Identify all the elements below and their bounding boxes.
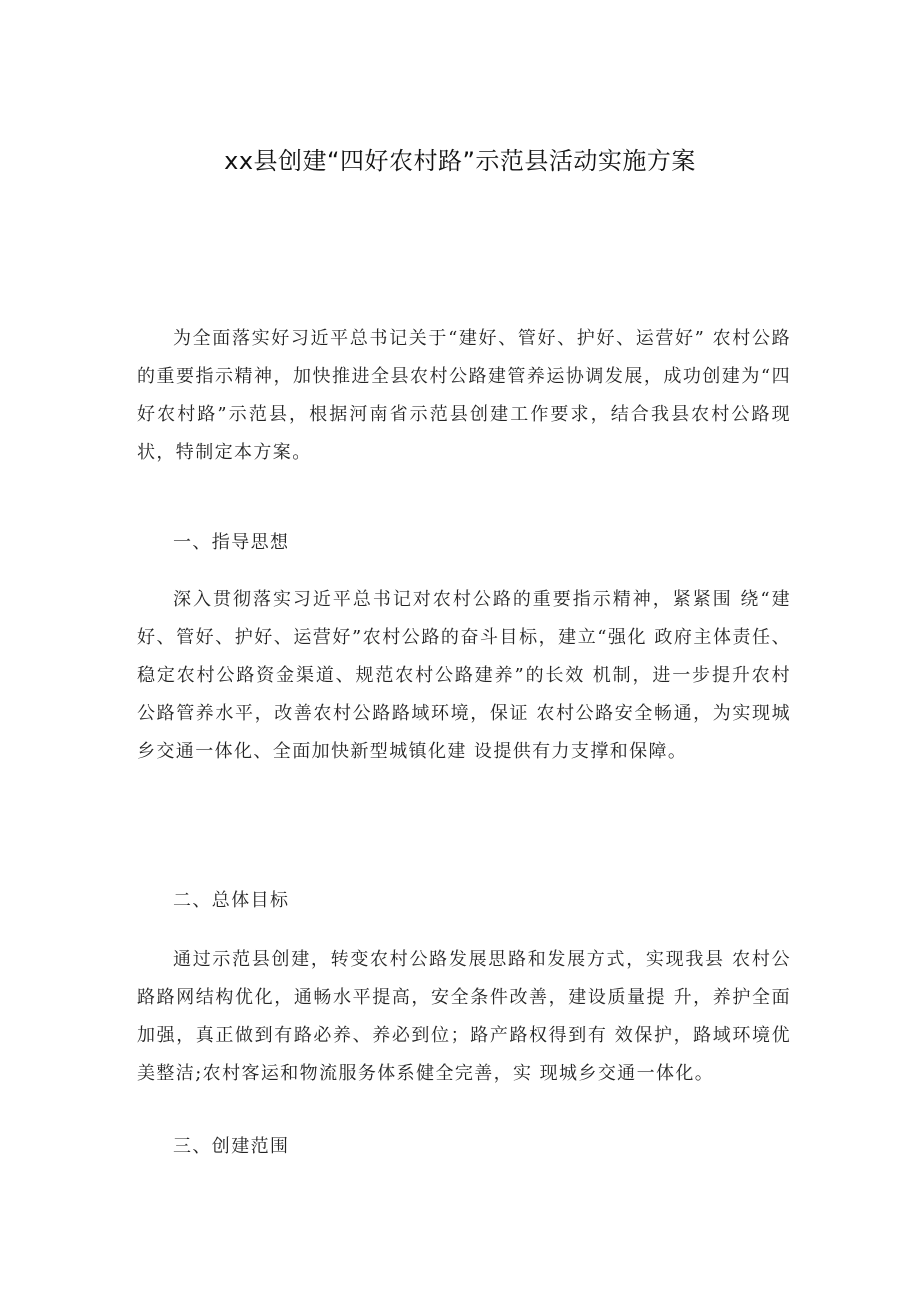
section-body-guiding-ideology: 深入贯彻落实习近平总书记对农村公路的重要指示精神，紧紧围 绕“建好、管好、护好、运营好”农村公路的奋斗目标，建立“强化 政府主体责任、稳定农村公路资金渠道、规范农村公路建养”的长效 机制，进一步提升农村公路管养水平，改善农村公路路域环境，保证 农村公路安全畅通，为实现城乡交通一体化、全面加快新型城镇化建 设提供有力支撑和保障。 [137, 589, 791, 762]
section-heading-scope: 三、创建范围 [173, 1136, 290, 1157]
section-body-overall-goals: 通过示范县创建，转变农村公路发展思路和发展方式，实现我县 农村公路路网结构优化，通畅水平提高，安全条件改善，建设质量提 升，养护全面加强，真正做到有路必养、养必到位；路产路权得到有 效保护，路域环境优美整洁;农村客运和物流服务体系健全完善，实 现城乡交通一体化。 [137, 949, 791, 1084]
section-heading-overall-goals: 二、总体目标 [173, 890, 290, 911]
intro-paragraph: 为全面落实好习近平总书记关于“建好、管好、护好、运营好” 农村公路的重要指示精神，加快推进全县农村公路建管养运协调发展，成功创建为“四好农村路”示范县，根据河南省示范县创建工作要求，结合我县农村公路现状，特制定本方案。 [137, 328, 791, 463]
document-title: xx县创建“四好农村路”示范县活动实施方案 [224, 147, 696, 175]
section-heading-guiding-ideology: 一、指导思想 [173, 532, 290, 553]
